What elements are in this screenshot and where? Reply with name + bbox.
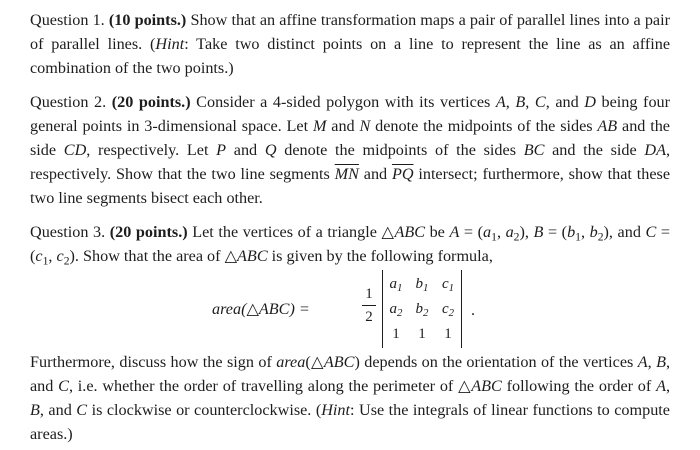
question-1-points: (10 points.) [108,11,187,29]
question-1: Question 1. (10 points.) Show that an affine transformation maps a pair of parallel lines into a pair of parallel lines. (Hint: Take two distinct points on a line to represent the line as an affine combination of the two points.) [30,11,671,77]
fraction-denominator: 2 [365,309,373,325]
determinant [382,270,462,348]
question-1-hint-label: Hint [155,35,185,53]
question-3: Question 3. (20 points.) Let the vertices of a triangle △ABC be $A = (a_1$, $a_2$), $B = (b_1$, $b_2$), and $C = (c_1$, $c_2$). Show that the area of △ABC is given by the following formula, [30,223,671,268]
det-cell: 1 [418,326,426,342]
question-3-continued: Furthermore, discuss how the sign of area(△ABC) depends on the orientation of the vertices A, B, and C, i.e. whether the order of travelling along the perimeter of △ABC following the order of A, B, and C is clockwise or counterclockwise. (Hint: Use the integrals of linear functions to compute areas.) [30,353,671,443]
determinant-row-3 [383,322,461,346]
det-cell: $a_2$ [389,301,403,320]
formula-lhs: area(△ABC) = [212,300,310,318]
formula-period: . [471,301,476,319]
det-cell: 1 [392,326,400,342]
det-cell: $a_1$ [389,276,403,295]
assignment-page [30,8,670,446]
fraction-bar [362,305,376,306]
question-3-points: (20 points.) [109,223,188,241]
determinant-row-2 [383,297,461,321]
det-cell: $b_2$ [415,301,429,320]
det-cell: $b_1$ [415,276,429,295]
det-cell: 1 [444,326,452,342]
question-1-label: Question 1. [30,11,105,29]
area-formula [30,270,670,348]
question-2-label: Question 2. [30,93,107,111]
det-cell: $c_2$ [441,301,455,320]
formula-fraction [362,284,376,327]
det-cell: $c_1$ [441,276,455,295]
fraction-numerator: 1 [365,286,373,302]
question-2: Question 2. (20 points.) Consider a 4-sided polygon with its vertices A, B, C, and D being four general points in 3-dimensional space. Let M and N denote the midpoints of the sides AB and the side CD, respectively. Let P and Q denote the midpoints of the sides BC and the side DA, respectively. Show that the two line segments $\overline{MN}$ and $\overline{PQ}$ intersect; furthermore, show that these two line segments bisect each other. [30,93,671,207]
determinant-row-1 [383,272,461,296]
question-3-label: Question 3. [30,223,106,241]
question-2-points: (20 points.) [111,93,191,111]
